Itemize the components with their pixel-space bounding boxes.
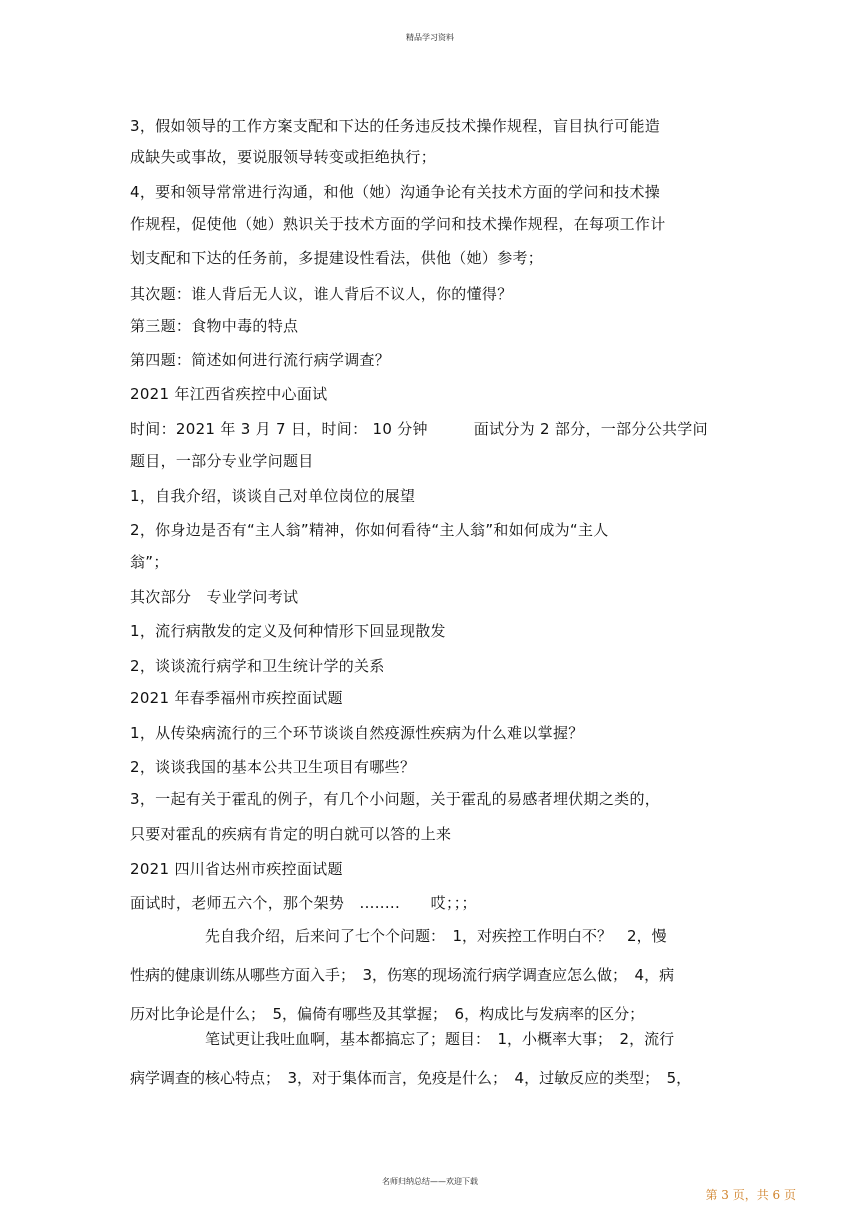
text-line: 其次部分 专业学问考试 xyxy=(130,588,299,606)
text-line: 第四题：简述如何进行流行病学调查？ xyxy=(130,351,391,369)
page-footer: 名师归纳总结——欢迎下载 xyxy=(382,1177,478,1186)
text-line: 2，谈谈流行病学和卫生统计学的关系 xyxy=(130,657,385,675)
text-line: 4，要和领导常常进行沟通，和他（她）沟通争论有关技术方面的学问和技术操 xyxy=(130,183,661,201)
section-heading: 2021 四川省达州市疾控面试题 xyxy=(130,860,343,878)
text-line: 3，假如领导的工作方案支配和下达的任务违反技术操作规程，盲目执行可能造 xyxy=(130,117,661,135)
section-heading: 2021 年春季福州市疾控面试题 xyxy=(130,689,343,707)
text-line: 成缺失或事故，要说服领导转变或拒绝执行； xyxy=(130,148,437,166)
text-line: 只要对霍乱的疾病有肯定的明白就可以答的上来 xyxy=(130,825,452,843)
text-line: 1，流行病散发的定义及何种情形下回显现散发 xyxy=(130,622,446,640)
text-line: 其次题：谁人背后无人议，谁人背后不议人，你的懂得？ xyxy=(130,285,513,303)
text-line: 题目，一部分专业学问题目 xyxy=(130,452,314,470)
text-line: 病学调查的核心特点； 3，对于集体而言，免疫是什么； 4，过敏反应的类型； 5， xyxy=(130,1069,692,1087)
text-line: 历对比争论是什么； 5，偏倚有哪些及其掌握； 6，构成比与发病率的区分； xyxy=(130,1005,645,1023)
text-line: 第三题：食物中毒的特点 xyxy=(130,317,299,335)
text-line: 3，一起有关于霍乱的例子，有几个小问题，关于霍乱的易感者埋伏期之类的， xyxy=(130,790,661,808)
page-header: 精品学习资料 xyxy=(406,33,454,42)
interview-paragraph xyxy=(130,926,730,1043)
text-line: 作规程，促使他（她）熟识关于技术方面的学问和技术操作规程，在每项工作计 xyxy=(130,215,666,233)
exam-paragraph xyxy=(130,1029,730,1107)
text-line: 时间：2021 年 3 月 7 日，时间： 10 分钟 面试分为 2 部分，一部分公共学问 xyxy=(130,420,708,438)
text-line: 1，从传染病流行的三个环节谈谈自然疫源性疾病为什么难以掌握？ xyxy=(130,724,584,742)
text-line: 性病的健康训练从哪些方面入手； 3，伤寒的现场流行病学调查应怎么做； 4，病 xyxy=(130,966,675,984)
text-line: 1，自我介绍，谈谈自己对单位岗位的展望 xyxy=(130,487,416,505)
text-line: 2，谈谈我国的基本公共卫生项目有哪些？ xyxy=(130,758,416,776)
text-line: 翁”； xyxy=(130,553,169,571)
section-heading: 2021 年江西省疾控中心面试 xyxy=(130,385,328,403)
text-line: 2，你身边是否有“主人翁”精神，你如何看待“主人翁”和如何成为“主人 xyxy=(130,521,609,539)
text-line: 先自我介绍，后来问了七个个问题： 1，对疾控工作明白不？ 2，慢 xyxy=(130,927,667,945)
text-line: 笔试更让我吐血啊，基本都搞忘了；题目： 1，小概率大事； 2，流行 xyxy=(130,1030,675,1048)
page-number: 第 3 页，共 6 页 xyxy=(705,1188,796,1202)
text-line: 面试时，老师五六个，那个架势 ........ 哎；；； xyxy=(130,894,477,912)
text-line: 划支配和下达的任务前，多提建设性看法，供他（她）参考； xyxy=(130,249,544,267)
